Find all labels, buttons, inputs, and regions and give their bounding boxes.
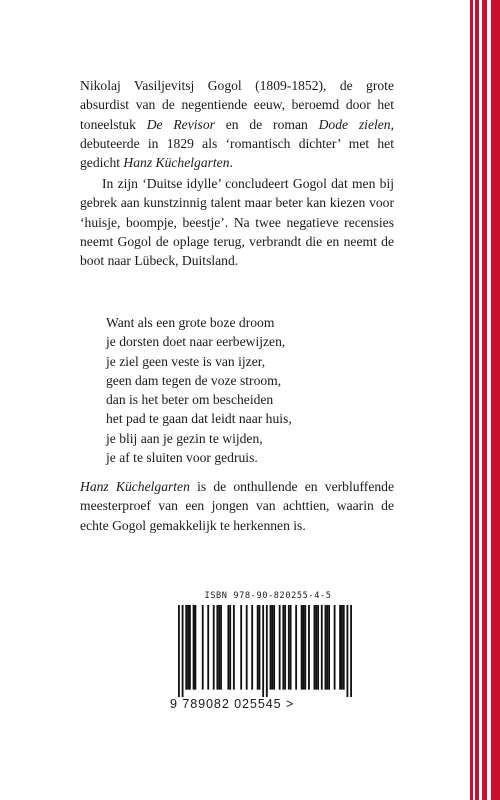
- barcode-bar: [271, 605, 273, 690]
- barcode-bar: [270, 605, 272, 690]
- barcode-bar: [213, 605, 215, 690]
- barcode-bar: [251, 605, 253, 690]
- barcode-bar: [220, 605, 222, 690]
- barcode-bar: [257, 605, 259, 690]
- barcode-bar: [284, 605, 286, 690]
- barcode-bar: [262, 605, 264, 697]
- barcode-bar: [185, 605, 187, 690]
- second-paragraph-text: In zijn ‘Duitse idylle’ concludeert Gogol dat men bij gebrek aan kunstzinnig talent maar beter kan kiezen voor ‘huisje, boompje, beestje’. Na twee negatieve recensies neemt Gogol de oplage terug, verbrandt die en neemt de boot naar Lübeck, Duitsland.: [80, 176, 394, 269]
- poem-line: je af te sluiten voor gedruis.: [106, 450, 258, 466]
- closing-title: Hanz Küchelgarten: [80, 479, 190, 494]
- barcode-bar: [321, 605, 323, 690]
- barcode-bar: [202, 605, 204, 690]
- barcode-bar: [229, 605, 231, 690]
- barcode-bar: [189, 605, 191, 690]
- title-hanz-kuchelgarten: Hanz Küchelgarten: [123, 155, 230, 171]
- barcode-bar: [295, 605, 297, 690]
- barcode-bar: [304, 605, 306, 690]
- barcode-bar: [194, 605, 196, 690]
- barcode-bar: [290, 605, 292, 690]
- intro-paragraph: [80, 76, 394, 172]
- barcode-bar: [343, 605, 345, 690]
- barcode-digits: 9 789082 025545 >: [170, 697, 295, 711]
- poem-line: je dorsten doet naar eerbewijzen,: [106, 334, 286, 350]
- second-paragraph: [80, 174, 394, 270]
- barcode-bar: [233, 605, 235, 690]
- isbn-label: ISBN 978-90-820255-4-5: [204, 591, 332, 601]
- closing-text: is de onthullende en verbluffende meesterproef van een jongen van achttien, waarin de echte Gogol gemakkelijk te herkennen is.: [80, 479, 394, 533]
- title-dode-zielen: Dode zielen: [318, 116, 391, 132]
- barcode-icon: [178, 605, 352, 697]
- barcode-bar: [178, 605, 180, 697]
- closing-paragraph: [80, 477, 394, 535]
- poem-line: geen dam tegen de voze stroom,: [106, 372, 282, 388]
- barcode-bar: [279, 605, 281, 690]
- barcode-bar: [193, 605, 195, 690]
- barcode-bar: [288, 605, 290, 690]
- barcode-bar: [301, 605, 303, 690]
- barcode-bar: [227, 605, 229, 690]
- barcode-bar: [314, 605, 316, 690]
- barcode-bar: [216, 605, 218, 690]
- barcode-bar: [350, 605, 352, 697]
- barcode-bar: [182, 605, 184, 697]
- poem-line: je ziel geen veste is van ijzer,: [106, 353, 266, 369]
- barcode-bar: [328, 605, 330, 690]
- barcode-bar: [326, 605, 328, 690]
- intro-text-2: en de roman: [214, 116, 319, 132]
- barcode-bar: [259, 605, 261, 690]
- barcode-bar: [308, 605, 310, 690]
- red-stripe-border: [468, 0, 500, 800]
- barcode-bar: [317, 605, 319, 690]
- intro-text-end: .: [229, 155, 233, 171]
- barcode-bar: [273, 605, 275, 690]
- barcode-bar: [303, 605, 305, 690]
- intro-text-3: , debuteerde in 1829 als ‘romantisch dichter’ met het gedicht: [80, 116, 394, 171]
- poem-line: Want als een grote boze droom: [106, 315, 275, 330]
- barcode-bar: [266, 605, 268, 697]
- barcode-bar: [347, 605, 349, 697]
- poem-line: het pad te gaan dat leidt naar huis,: [106, 411, 292, 427]
- barcode-bar: [240, 605, 242, 690]
- barcode-bar: [282, 605, 284, 690]
- barcode-bar: [246, 605, 248, 690]
- barcode-bar: [341, 605, 343, 690]
- barcode-bar: [218, 605, 220, 690]
- barcode-bar: [334, 605, 336, 690]
- barcode-bar: [187, 605, 189, 690]
- poem-stanza: [106, 313, 366, 467]
- barcode-bar: [339, 605, 341, 690]
- title-de-revisor: De Revisor: [146, 116, 215, 132]
- poem-line: je blij aan je gezin te wijden,: [106, 430, 263, 446]
- barcode-bar: [325, 605, 327, 690]
- poem-line: dan is het beter om bescheiden: [106, 392, 274, 408]
- barcode-bar: [315, 605, 317, 690]
- barcode-bar: [207, 605, 209, 690]
- intro-text-1: Nikolaj Vasiljevitsj Gogol (1809-1852), de grote absurdist van de negentiende eeuw, beroemd door het toneelstuk: [80, 78, 394, 132]
